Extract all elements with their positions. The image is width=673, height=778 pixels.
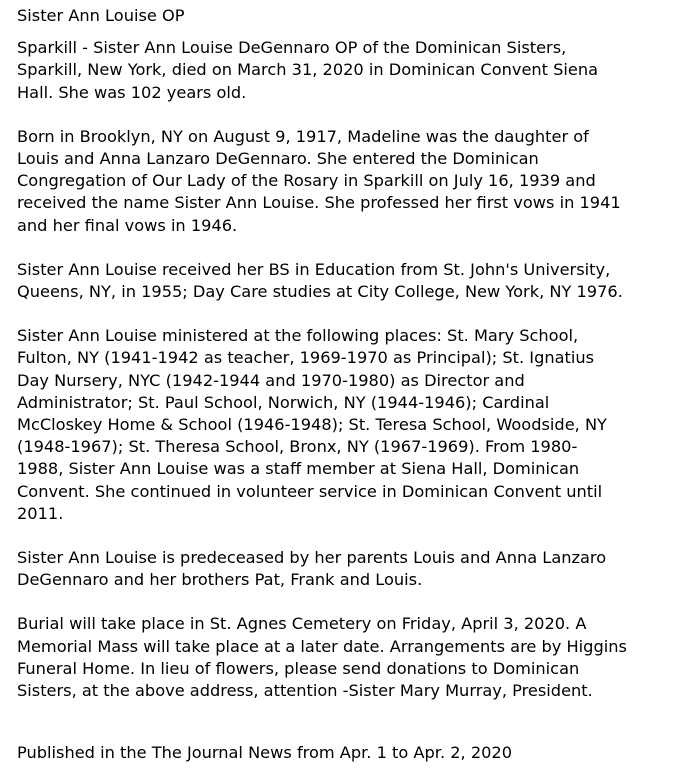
text-line: Fulton, NY (1941-1942 as teacher, 1969-1970 as Principal); St. Ignatius bbox=[17, 348, 595, 368]
text-line: Born in Brooklyn, NY on August 9, 1917, Madeline was the daughter of bbox=[17, 126, 589, 146]
text-line: 2011. bbox=[17, 503, 64, 523]
text-line: and her final vows in 1946. bbox=[17, 215, 238, 235]
text-line: Sparkill, New York, died on March 31, 2020 in Dominican Convent Siena bbox=[17, 60, 599, 80]
paragraph-death-notice bbox=[17, 37, 667, 104]
paragraph-ministry bbox=[17, 325, 667, 525]
text-line: DeGennaro and her brothers Pat, Frank and Louis. bbox=[17, 570, 423, 590]
text-line: Funeral Home. In lieu of flowers, please send donations to Dominican bbox=[17, 658, 580, 678]
text-line: Day Nursery, NYC (1942-1944 and 1970-1980) as Director and bbox=[17, 370, 525, 390]
text-line: Memorial Mass will take place at a later date. Arrangements are by Higgins bbox=[17, 636, 627, 656]
text-line: Sisters, at the above address, attention -Sister Mary Murray, President. bbox=[17, 681, 593, 701]
text-line: Louis and Anna Lanzaro DeGennaro. She entered the Dominican bbox=[17, 149, 539, 169]
text-line: Congregation of Our Lady of the Rosary in Sparkill on July 16, 1939 and bbox=[17, 171, 596, 191]
text-line: McCloskey Home & School (1946-1948); St. Teresa School, Woodside, NY bbox=[17, 415, 607, 435]
text-line: (1948-1967); St. Theresa School, Bronx, NY (1967-1969). From 1980- bbox=[17, 437, 578, 457]
obituary-title: Sister Ann Louise OP bbox=[17, 6, 185, 25]
text-line: Hall. She was 102 years old. bbox=[17, 82, 247, 102]
text-line: 1988, Sister Ann Louise was a staff member at Siena Hall, Dominican bbox=[17, 459, 580, 479]
obituary-article bbox=[17, 5, 667, 724]
paragraph-burial bbox=[17, 613, 667, 702]
publication-note: Published in the The Journal News from Apr. 1 to Apr. 2, 2020 bbox=[17, 743, 513, 762]
paragraph-early-life bbox=[17, 126, 667, 237]
text-line: Sparkill - Sister Ann Louise DeGennaro OP of the Dominican Sisters, bbox=[17, 38, 567, 58]
text-line: Queens, NY, in 1955; Day Care studies at City College, New York, NY 1976. bbox=[17, 282, 623, 302]
text-line: Sister Ann Louise is predeceased by her parents Louis and Anna Lanzaro bbox=[17, 548, 607, 568]
text-line: Convent. She continued in volunteer service in Dominican Convent until bbox=[17, 481, 603, 501]
text-line: received the name Sister Ann Louise. She professed her first vows in 1941 bbox=[17, 193, 621, 213]
text-line: Sister Ann Louise ministered at the following places: St. Mary School, bbox=[17, 326, 579, 346]
text-line: Sister Ann Louise received her BS in Education from St. John's University, bbox=[17, 259, 611, 279]
paragraph-family bbox=[17, 547, 667, 591]
text-line: Administrator; St. Paul School, Norwich, NY (1944-1946); Cardinal bbox=[17, 392, 550, 412]
text-line: Burial will take place in St. Agnes Cemetery on Friday, April 3, 2020. A bbox=[17, 614, 587, 634]
paragraph-education bbox=[17, 259, 667, 303]
